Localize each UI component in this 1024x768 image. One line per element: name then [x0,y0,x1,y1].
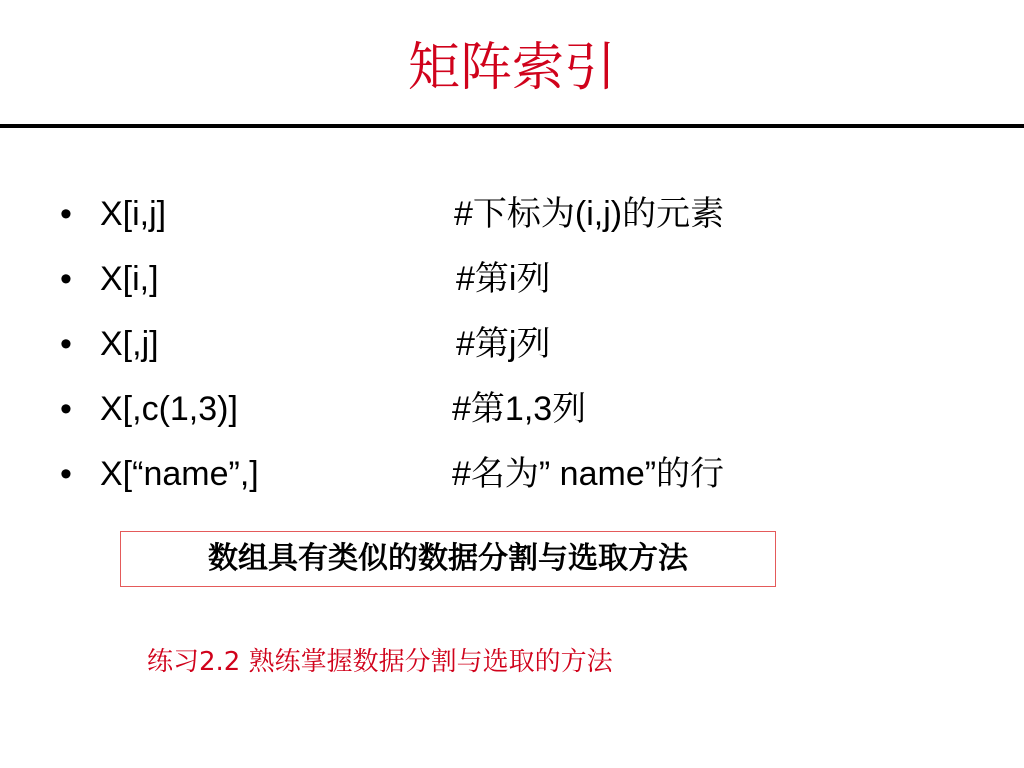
index-comment: #下标为(i,j)的元素 [454,195,725,233]
title-divider [0,124,1024,128]
index-expression: X[i,j] [100,195,167,233]
index-expression: X[“name”,] [100,455,259,493]
index-comment: #第i列 [456,260,551,298]
slide-title: 矩阵索引 [407,38,616,98]
bullet-icon: • [60,455,72,493]
index-comment: #名为” name”的行 [452,455,725,493]
index-expression: X[,j] [100,325,159,363]
index-expression: X[i,] [100,260,159,298]
bullet-icon: • [60,325,72,363]
bullet-icon: • [60,195,72,233]
index-expression: X[,c(1,3)] [100,390,238,428]
note-box: 数组具有类似的数据分割与选取方法 [120,531,776,587]
index-comment: #第j列 [456,325,551,363]
bullet-icon: • [60,390,72,428]
index-comment: #第1,3列 [452,390,587,428]
exercise-text: 练习2.2 熟练掌握数据分割与选取的方法 [147,647,613,677]
bullet-icon: • [60,260,72,298]
